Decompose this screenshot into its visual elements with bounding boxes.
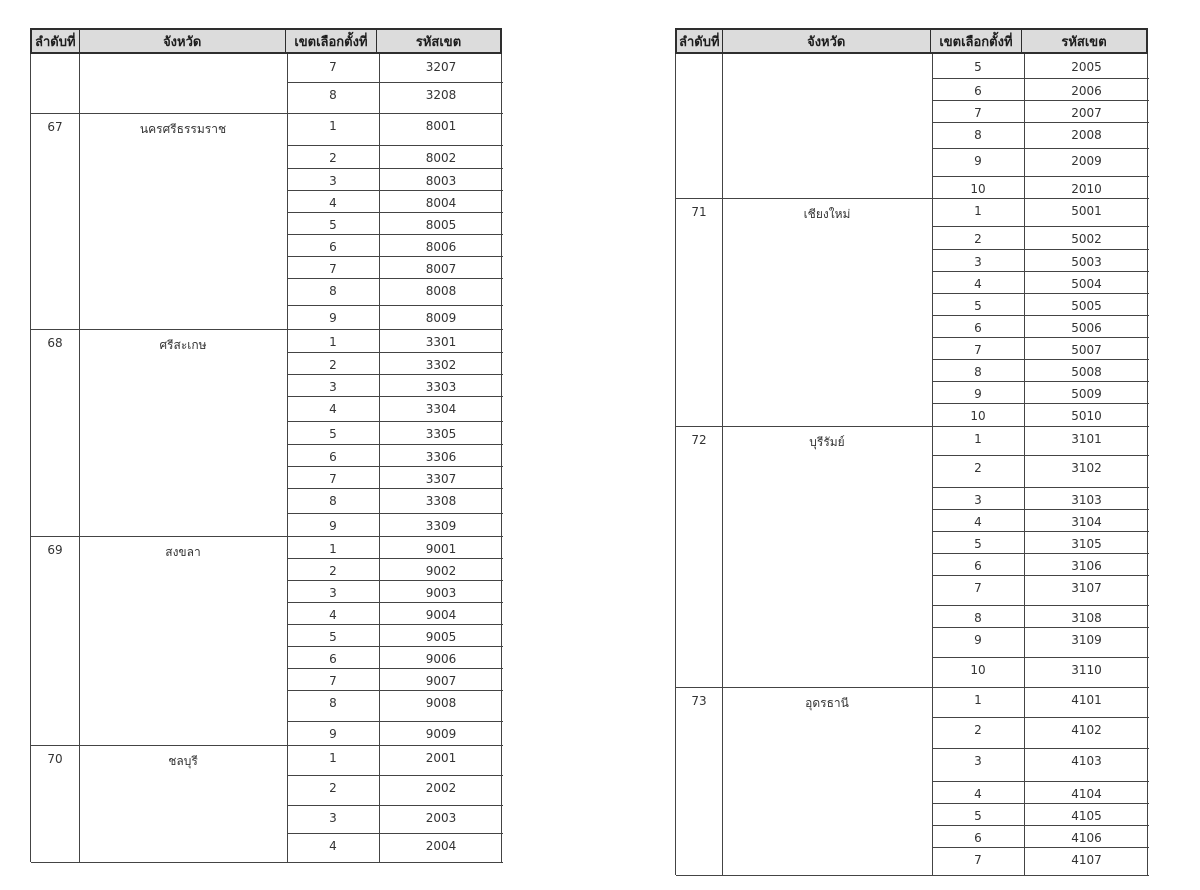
district-code: 4107 xyxy=(1071,853,1102,867)
district-number: 2 xyxy=(329,781,337,795)
district-number: 4 xyxy=(974,515,982,529)
district-number: 7 xyxy=(974,581,982,595)
district-code: 2010 xyxy=(1071,182,1102,196)
district-code: 4106 xyxy=(1071,831,1102,845)
district-number: 3 xyxy=(329,586,337,600)
row-divider xyxy=(287,580,503,581)
district-number: 9 xyxy=(329,519,337,533)
group-divider xyxy=(31,113,503,114)
district-code: 5001 xyxy=(1071,204,1102,218)
row-divider xyxy=(287,421,503,422)
district-number: 2 xyxy=(974,723,982,737)
group-divider xyxy=(676,687,1149,688)
district-code: 2007 xyxy=(1071,106,1102,120)
district-code: 8007 xyxy=(425,262,457,276)
district-code: 9001 xyxy=(425,542,457,556)
row-divider xyxy=(287,234,503,235)
district-number: 8 xyxy=(329,696,337,710)
district-number: 9 xyxy=(974,154,982,168)
row-divider xyxy=(287,513,503,514)
district-number: 6 xyxy=(329,240,337,254)
district-number: 5 xyxy=(329,630,337,644)
column-header: รหัสเขต xyxy=(415,34,462,50)
district-number: 8 xyxy=(329,494,337,508)
district-code: 4102 xyxy=(1071,723,1102,737)
district-number: 9 xyxy=(974,633,982,647)
district-number: 1 xyxy=(974,432,982,446)
district-code: 5002 xyxy=(1071,232,1102,246)
row-divider xyxy=(932,847,1149,848)
district-number: 1 xyxy=(974,693,982,707)
row-divider xyxy=(287,145,503,146)
district-code: 5005 xyxy=(1071,299,1102,313)
district-number: 7 xyxy=(329,262,337,276)
district-number: 3 xyxy=(974,754,982,768)
district-code: 2001 xyxy=(425,751,457,765)
district-number: 6 xyxy=(974,831,982,845)
district-code: 3101 xyxy=(1071,432,1102,446)
row-divider xyxy=(287,374,503,375)
row-divider xyxy=(932,825,1149,826)
row-divider xyxy=(932,315,1149,316)
district-code: 8004 xyxy=(425,196,457,210)
district-code: 3302 xyxy=(425,358,457,372)
group-divider xyxy=(31,745,503,746)
district-number: 8 xyxy=(974,365,982,379)
row-divider xyxy=(287,305,503,306)
district-code: 5004 xyxy=(1071,277,1102,291)
district-number: 7 xyxy=(974,853,982,867)
sequence-number: 71 xyxy=(691,205,707,219)
column-divider xyxy=(722,54,723,875)
district-code: 8003 xyxy=(425,174,457,188)
district-number: 1 xyxy=(974,204,982,218)
row-divider xyxy=(932,531,1149,532)
district-number: 4 xyxy=(329,608,337,622)
sequence-number: 72 xyxy=(691,433,707,447)
district-code: 3107 xyxy=(1071,581,1102,595)
row-divider xyxy=(932,293,1149,294)
province-name: เชียงใหม่ xyxy=(803,207,851,221)
district-code: 5003 xyxy=(1071,255,1102,269)
district-number: 2 xyxy=(329,358,337,372)
row-divider xyxy=(287,721,503,722)
district-number: 9 xyxy=(974,387,982,401)
district-number: 5 xyxy=(974,809,982,823)
district-code: 3105 xyxy=(1071,537,1102,551)
column-header: จังหวัด xyxy=(723,30,931,52)
district-number: 5 xyxy=(974,60,982,74)
district-code: 9006 xyxy=(425,652,457,666)
district-number: 8 xyxy=(329,284,337,298)
district-code: 5006 xyxy=(1071,321,1102,335)
row-divider xyxy=(287,775,503,776)
district-code: 3103 xyxy=(1071,493,1102,507)
province-name: บุรีรัมย์ xyxy=(809,435,845,449)
district-code: 9002 xyxy=(425,564,457,578)
district-code: 9004 xyxy=(425,608,457,622)
district-code: 8009 xyxy=(425,311,457,325)
district-code: 2005 xyxy=(1071,60,1102,74)
district-number: 10 xyxy=(970,663,986,677)
row-divider xyxy=(932,359,1149,360)
column-header: เขตเลือกตั้งที่ xyxy=(286,30,377,52)
sequence-number: 73 xyxy=(691,694,707,708)
column-header: ลำดับที่ xyxy=(677,30,723,52)
sequence-number: 67 xyxy=(47,120,63,134)
district-number: 7 xyxy=(974,106,982,120)
row-divider xyxy=(287,833,503,834)
district-code: 5009 xyxy=(1071,387,1102,401)
row-divider xyxy=(932,748,1149,749)
row-divider xyxy=(932,176,1149,177)
district-code: 9008 xyxy=(425,696,457,710)
row-divider xyxy=(932,249,1149,250)
district-code: 2008 xyxy=(1071,128,1102,142)
district-number: 6 xyxy=(974,559,982,573)
row-divider xyxy=(932,717,1149,718)
province-name: ชลบุรี xyxy=(168,754,198,768)
row-divider xyxy=(932,487,1149,488)
district-code: 9005 xyxy=(425,630,457,644)
row-divider xyxy=(932,553,1149,554)
row-divider xyxy=(932,122,1149,123)
district-number: 5 xyxy=(974,537,982,551)
district-number: 5 xyxy=(974,299,982,313)
district-code: 9009 xyxy=(425,727,457,741)
district-code: 2002 xyxy=(425,781,457,795)
left-table-header xyxy=(30,28,502,54)
group-divider xyxy=(676,198,1149,199)
district-number: 2 xyxy=(329,151,337,165)
district-code: 3308 xyxy=(425,494,457,508)
district-number: 2 xyxy=(329,564,337,578)
district-code: 3306 xyxy=(425,450,457,464)
district-number: 3 xyxy=(329,811,337,825)
district-number: 4 xyxy=(974,787,982,801)
district-number: 1 xyxy=(329,751,337,765)
row-divider xyxy=(287,690,503,691)
district-number: 3 xyxy=(329,380,337,394)
sequence-number: 70 xyxy=(47,752,63,766)
district-code: 3108 xyxy=(1071,611,1102,625)
row-divider xyxy=(287,82,503,83)
district-number: 3 xyxy=(974,493,982,507)
row-divider xyxy=(287,256,503,257)
district-code: 2003 xyxy=(425,811,457,825)
row-divider xyxy=(932,100,1149,101)
row-divider xyxy=(287,212,503,213)
district-number: 6 xyxy=(329,450,337,464)
district-code: 5008 xyxy=(1071,365,1102,379)
district-code: 3309 xyxy=(425,519,457,533)
district-code: 3303 xyxy=(425,380,457,394)
row-divider xyxy=(287,558,503,559)
district-code: 3305 xyxy=(425,427,457,441)
district-number: 2 xyxy=(974,461,982,475)
district-number: 2 xyxy=(974,232,982,246)
district-code: 4103 xyxy=(1071,754,1102,768)
district-code: 3307 xyxy=(425,472,457,486)
row-divider xyxy=(932,803,1149,804)
district-number: 9 xyxy=(329,727,337,741)
group-divider xyxy=(31,862,503,863)
district-code: 3304 xyxy=(425,402,457,416)
row-divider xyxy=(932,575,1149,576)
district-number: 1 xyxy=(329,335,337,349)
district-number: 7 xyxy=(329,674,337,688)
district-code: 8002 xyxy=(425,151,457,165)
district-code: 3301 xyxy=(425,335,457,349)
row-divider xyxy=(932,381,1149,382)
row-divider xyxy=(932,78,1149,79)
row-divider xyxy=(287,602,503,603)
row-divider xyxy=(932,337,1149,338)
district-code: 9003 xyxy=(425,586,457,600)
district-code: 3102 xyxy=(1071,461,1102,475)
district-number: 4 xyxy=(329,839,337,853)
province-name: อุดรธานี xyxy=(805,696,849,710)
district-code: 4101 xyxy=(1071,693,1102,707)
row-divider xyxy=(932,605,1149,606)
sequence-number: 68 xyxy=(47,336,63,350)
province-name: ศรีสะเกษ xyxy=(159,338,207,352)
row-divider xyxy=(932,627,1149,628)
district-number: 7 xyxy=(974,343,982,357)
row-divider xyxy=(932,271,1149,272)
district-number: 8 xyxy=(329,88,337,102)
district-code: 3207 xyxy=(425,60,457,74)
column-header: รหัสเขต xyxy=(1061,34,1107,50)
row-divider xyxy=(932,781,1149,782)
district-number: 8 xyxy=(974,128,982,142)
district-number: 6 xyxy=(329,652,337,666)
row-divider xyxy=(287,278,503,279)
district-number: 7 xyxy=(329,60,337,74)
district-number: 4 xyxy=(329,402,337,416)
row-divider xyxy=(287,168,503,169)
row-divider xyxy=(287,488,503,489)
column-header: เขตเลือกตั้งที่ xyxy=(931,30,1022,52)
district-number: 7 xyxy=(329,472,337,486)
district-code: 5007 xyxy=(1071,343,1102,357)
district-code: 4105 xyxy=(1071,809,1102,823)
row-divider xyxy=(932,403,1149,404)
district-number: 4 xyxy=(329,196,337,210)
row-divider xyxy=(287,352,503,353)
district-number: 6 xyxy=(974,321,982,335)
row-divider xyxy=(932,509,1149,510)
district-code: 5010 xyxy=(1071,409,1102,423)
row-divider xyxy=(287,805,503,806)
district-number: 10 xyxy=(970,409,986,423)
district-number: 6 xyxy=(974,84,982,98)
district-code: 8008 xyxy=(425,284,457,298)
left-table-body xyxy=(30,54,502,862)
district-number: 10 xyxy=(970,182,986,196)
row-divider xyxy=(287,190,503,191)
district-number: 3 xyxy=(329,174,337,188)
district-number: 4 xyxy=(974,277,982,291)
district-code: 3110 xyxy=(1071,663,1102,677)
group-divider xyxy=(31,536,503,537)
district-code: 9007 xyxy=(425,674,457,688)
district-code: 3106 xyxy=(1071,559,1102,573)
district-code: 8001 xyxy=(425,119,457,133)
sequence-number: 69 xyxy=(47,543,63,557)
district-number: 5 xyxy=(329,427,337,441)
row-divider xyxy=(287,444,503,445)
column-header: จังหวัด xyxy=(80,30,286,52)
district-number: 5 xyxy=(329,218,337,232)
district-number: 1 xyxy=(329,542,337,556)
row-divider xyxy=(932,455,1149,456)
row-divider xyxy=(287,624,503,625)
district-code: 2004 xyxy=(425,839,457,853)
right-table-header xyxy=(675,28,1148,54)
group-divider xyxy=(31,329,503,330)
province-name: นครศรีธรรมราช xyxy=(139,122,227,136)
district-code: 8006 xyxy=(425,240,457,254)
row-divider xyxy=(932,148,1149,149)
district-code: 4104 xyxy=(1071,787,1102,801)
group-divider xyxy=(676,426,1149,427)
district-code: 3104 xyxy=(1071,515,1102,529)
district-number: 1 xyxy=(329,119,337,133)
row-divider xyxy=(287,668,503,669)
group-divider xyxy=(676,875,1149,876)
row-divider xyxy=(287,396,503,397)
row-divider xyxy=(287,646,503,647)
district-code: 2009 xyxy=(1071,154,1102,168)
row-divider xyxy=(287,466,503,467)
row-divider xyxy=(932,657,1149,658)
column-header: ลำดับที่ xyxy=(32,30,80,52)
district-code: 2006 xyxy=(1071,84,1102,98)
district-code: 8005 xyxy=(425,218,457,232)
row-divider xyxy=(932,226,1149,227)
district-code: 3208 xyxy=(425,88,457,102)
province-name: สงขลา xyxy=(165,545,201,559)
district-code: 3109 xyxy=(1071,633,1102,647)
district-number: 8 xyxy=(974,611,982,625)
district-number: 3 xyxy=(974,255,982,269)
column-divider xyxy=(79,54,80,862)
district-number: 9 xyxy=(329,311,337,325)
right-table-body xyxy=(675,54,1148,875)
